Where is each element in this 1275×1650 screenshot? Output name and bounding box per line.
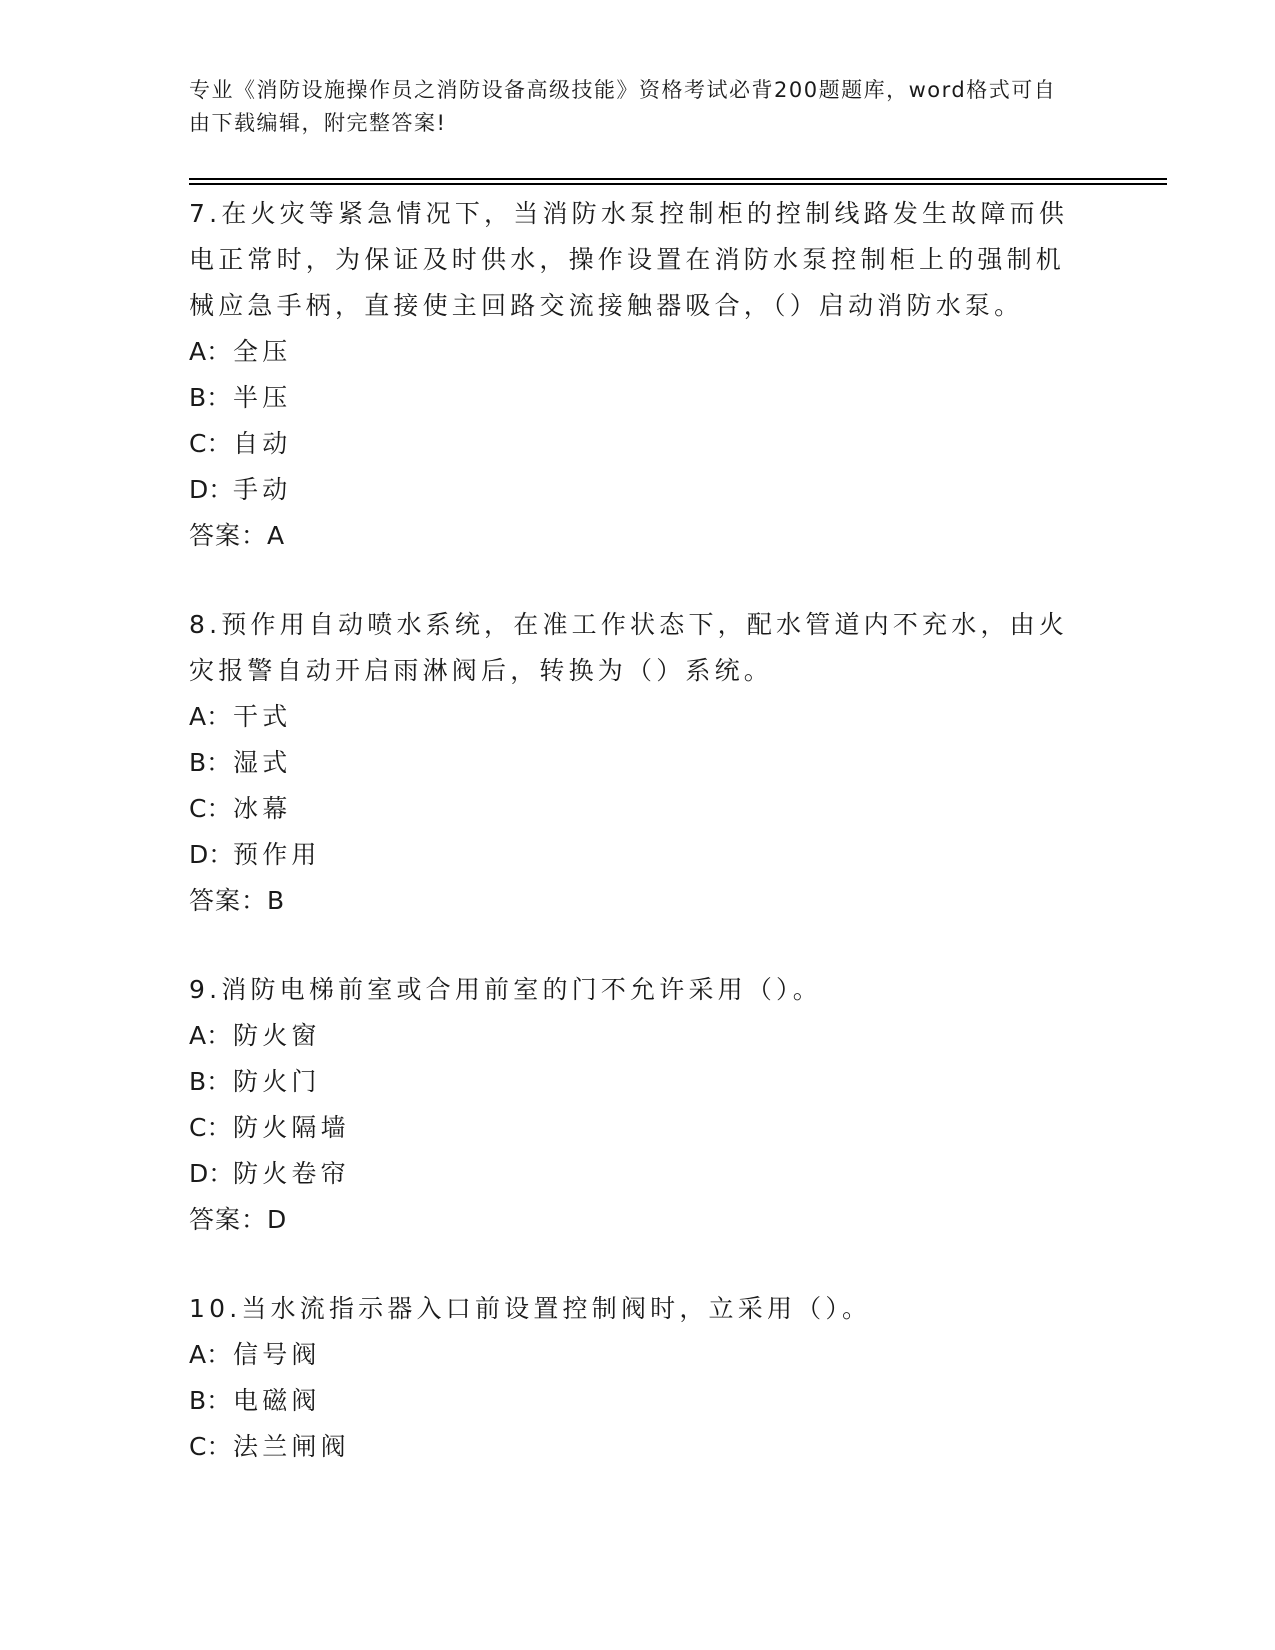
option-text: 湿式 (233, 748, 292, 777)
option-b (189, 375, 1069, 421)
option-key: B： (189, 383, 232, 412)
option-key: D： (189, 475, 234, 504)
option-c (189, 1424, 1069, 1470)
option-key: C： (189, 1432, 232, 1461)
option-key: C： (189, 794, 232, 823)
option-a (189, 329, 1069, 375)
answer-line: 答案：D (189, 1205, 288, 1234)
option-key: D： (189, 1159, 234, 1188)
option-key: B： (189, 1067, 232, 1096)
question-stem: 7.在火灾等紧急情况下，当消防水泵控制柜的控制线路发生故障而供电正常时，为保证及时供水，操作设置在消防水泵控制柜上的强制机械应急手柄，直接使主回路交流接触器吸合，（）启动消防水泵。 (189, 199, 1069, 320)
question-stem: 10.当水流指示器入口前设置控制阀时，立采用（）。 (189, 1294, 872, 1323)
option-key: A： (189, 337, 232, 366)
header-divider-line (189, 178, 1167, 180)
question-item (189, 191, 1069, 559)
document-header (189, 74, 1069, 140)
question-stem: 8.预作用自动喷水系统，在准工作状态下，配水管道内不充水，由火灾报警自动开启雨淋阀后，转换为（）系统。 (189, 610, 1069, 685)
question-item (189, 602, 1069, 924)
option-text: 自动 (233, 429, 292, 458)
answer-line: 答案：B (189, 886, 286, 915)
option-text: 冰幕 (233, 794, 292, 823)
option-c (189, 786, 1069, 832)
option-c (189, 1105, 1069, 1151)
option-d (189, 1151, 1069, 1197)
question-stem: 9.消防电梯前室或合用前室的门不允许采用（）。 (189, 975, 822, 1004)
option-b (189, 1059, 1069, 1105)
option-text: 防火卷帘 (233, 1159, 350, 1188)
question-item (189, 967, 1069, 1243)
question-item (189, 1286, 1069, 1470)
option-a (189, 1013, 1069, 1059)
option-key: C： (189, 429, 232, 458)
option-d (189, 467, 1069, 513)
header-divider-line (189, 183, 1167, 185)
option-text: 半压 (233, 383, 292, 412)
option-key: B： (189, 1386, 232, 1415)
option-text: 干式 (233, 702, 292, 731)
option-text: 防火门 (233, 1067, 321, 1096)
option-c (189, 421, 1069, 467)
option-key: C： (189, 1113, 232, 1142)
option-a (189, 694, 1069, 740)
option-text: 电磁阀 (233, 1386, 321, 1415)
option-key: A： (189, 1340, 232, 1369)
option-b (189, 1378, 1069, 1424)
question-list (189, 191, 1069, 1513)
option-text: 防火隔墙 (233, 1113, 350, 1142)
option-text: 预作用 (233, 840, 321, 869)
option-d (189, 832, 1069, 878)
option-key: A： (189, 1021, 232, 1050)
option-text: 信号阀 (233, 1340, 321, 1369)
option-text: 法兰闸阀 (233, 1432, 350, 1461)
answer-line: 答案：A (189, 521, 286, 550)
option-text: 防火窗 (233, 1021, 321, 1050)
option-a (189, 1332, 1069, 1378)
option-key: B： (189, 748, 232, 777)
option-text: 手动 (233, 475, 292, 504)
option-key: D： (189, 840, 234, 869)
option-text: 全压 (233, 337, 292, 366)
option-key: A： (189, 702, 232, 731)
option-b (189, 740, 1069, 786)
header-title: 专业《消防设施操作员之消防设备高级技能》资格考试必背200题题库，word格式可自由下载编辑，附完整答案! (189, 78, 1057, 135)
